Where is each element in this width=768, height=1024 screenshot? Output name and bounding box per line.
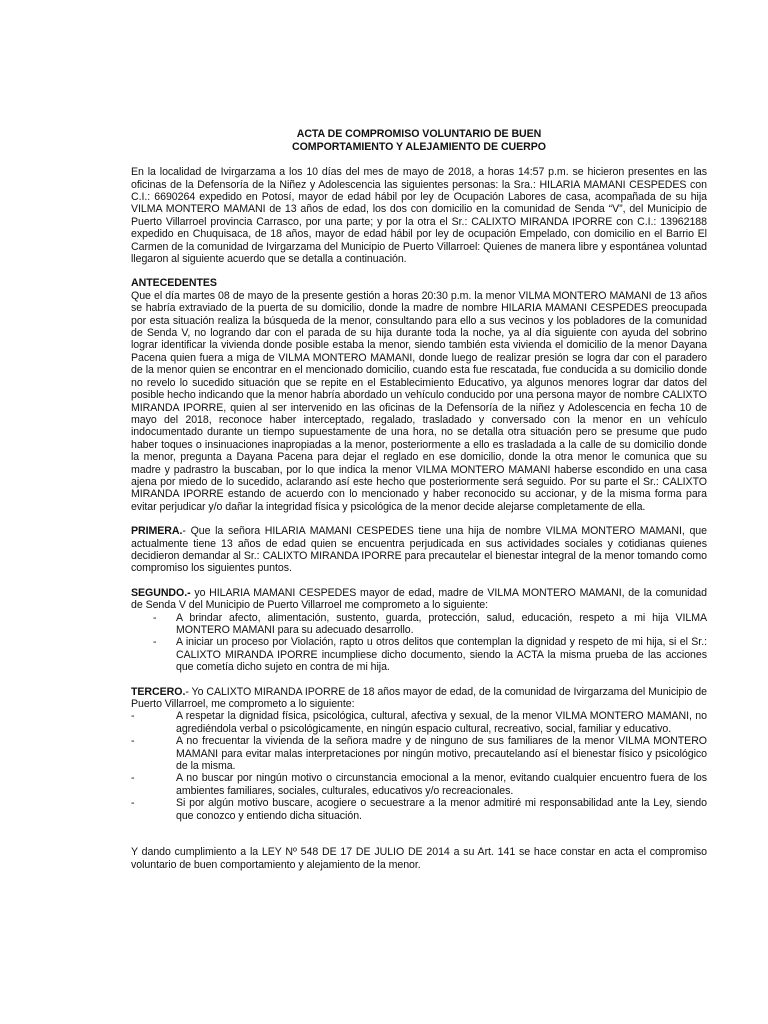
antecedentes-body: Que el día martes 08 de mayo de la presente gestión a horas 20:30 p.m. la menor VILMA MONTERO MAMANI de 13 años se habría extraviado de la puerta de su domicilio, donde la madre de nombre HILARIA MAMANI CESPEDES preocupada por esta situación realiza la búsqueda de la menor, consultando para ello a sus vecinos y los pobladores de la comunidad de Senda V, no logrando dar con el parada de su hija durante toda la noche, ya al día siguiente con ayuda del sobrino lograr identificar la vivienda donde posible estaba la menor, siendo también esta vivienda el domicilio de la menor Dayana Pacena quien fuera a miga de VILMA MONTERO MAMANI, donde luego de realizar presión se logra dar con el paradero de la menor quien se encontrar en el mencionado domicilio, cuando esta fue rescatada, fue conducida a su domicilio donde no revelo lo sucedido situación que se repite en el Establecimiento Educativo, ya algunos menores lograr dar datos del posible hecho indicando que la menor habría abordado un vehículo conducido por una persona mayor de nombre CALIXTO MIRANDA IPORRE, quien al ser intervenido en las oficinas de la Defensoría de la niñez y Adolescencia en fecha 10 de mayo del 2018, reconoce haber interceptado, regalado, trasladado y conversado con la menor en un vehículo indocumentado durante un tiempo supuestamente de una hora, no se detalla otra situación pero se presume que pudo haber toques o insinuaciones inapropiadas a la menor, posteriormente a ello es trasladada a la calle de su domicilio donde la menor, pregunta a Dayana Pacena para dejar el reglado en ese domicilio, donde la otra menor le comunica que su madre y padrastro la buscaban, por lo que indica la menor VILMA MONTERO MAMANI haberse escondido en una casa ajena por miedo de lo sucedido, aclarando así este hecho que posteriormente será seguido. Por su parte el Sr.: CALIXTO MIRANDA IPORRE estando de acuerdo con lo mencionado y haber reconocido su accionar, y de la misma forma para evitar perjudicar y/o dañar la integridad física y psicológica de la menor decide alejarse completamente de ella. bbox=[131, 289, 707, 513]
antecedentes-heading: ANTECEDENTES bbox=[131, 277, 217, 290]
tercero-list bbox=[131, 710, 707, 822]
segundo-list bbox=[131, 612, 707, 674]
list-item bbox=[131, 636, 707, 673]
title-line-1: ACTA DE COMPROMISO VOLUNTARIO DE BUEN bbox=[296, 128, 542, 140]
list-dash: - bbox=[153, 611, 157, 624]
list-dash: - bbox=[131, 710, 135, 723]
segundo-clause bbox=[131, 587, 707, 674]
antecedentes-section bbox=[131, 277, 707, 513]
list-item bbox=[131, 772, 707, 797]
tercero-clause bbox=[131, 686, 707, 822]
list-dash: - bbox=[131, 772, 135, 785]
document-title bbox=[131, 128, 707, 153]
document-body bbox=[131, 128, 707, 871]
primera-label: PRIMERA. bbox=[131, 525, 183, 538]
segundo-text: yo HILARIA MAMANI CESPEDES mayor de edad, madre de VILMA MONTERO MAMANI, de la comunidad de Senda V del Municipio de Puerto Villarroel me comprometo a lo siguiente: bbox=[131, 586, 707, 612]
list-dash: - bbox=[131, 797, 135, 810]
primera-clause bbox=[131, 525, 707, 575]
list-item-text: A no buscar por ningún motivo o circunstancia emocional a la menor, evitando cualquier encuentro fuera de los ambientes familiares, sociales, culturales, educativos y/o recreacionales. bbox=[176, 772, 707, 797]
list-item bbox=[131, 735, 707, 772]
list-item bbox=[131, 612, 707, 637]
list-item bbox=[131, 710, 707, 735]
segundo-label: SEGUNDO.- bbox=[131, 586, 191, 599]
list-item-text: A iniciar un proceso por Violación, rapto u otros delitos que contemplan la dignidad y respeto de mi hija, si el Sr.: CALIXTO MIRANDA IPORRE incumpliese dicho documento, siendo la ACTA la misma prueba de las acciones que cometía dicho sujeto en contra de mi hija. bbox=[176, 636, 707, 674]
tercero-label: TERCERO. bbox=[131, 685, 186, 698]
list-dash: - bbox=[153, 636, 157, 649]
closing-paragraph: Y dando cumplimiento a la LEY Nº 548 DE 17 DE JULIO DE 2014 a su Art. 141 se hace constar en acta el compromiso voluntario de buen comportamiento y alejamiento de la menor. bbox=[131, 846, 707, 871]
list-item-text: A no frecuentar la vivienda de la señora madre y de ninguno de sus familiares de la menor VILMA MONTERO MAMANI para evitar malas interpretaciones por ningún motivo, precautelando así el bienestar físico y psicológico de la misma. bbox=[176, 735, 707, 773]
list-item-text: A respetar la dignidad física, psicológica, cultural, afectiva y sexual, de la menor VILMA MONTERO MAMANI, no agrediéndola verbal o psicológicamente, en ningún espacio cultural, recreativo, social, familiar y educativo. bbox=[176, 710, 707, 735]
intro-paragraph: En la localidad de Ivirgarzama a los 10 días del mes de mayo de 2018, a horas 14:57 p.m. se hicieron presentes en las oficinas de la Defensoría de la Niñez y Adolescencia las siguientes personas: la Sra.: HILARIA MAMANI CESPEDES con C.I.: 6690264 expedido en Potosí, mayor de edad hábil por ley de Ocupación Labores de casa, acompañada de su hija VILMA MONTERO MAMANI de 13 años de edad, los dos con domicilio en la comunidad de Senda “V”, del Municipio de Puerto Villarroel provincia Carrasco, por una parte; y por la otra el Sr.: CALIXTO MIRANDA IPORRE con C.I.: 13962188 expedido en Chuquisaca, de 18 años, mayor de edad hábil por ley de ocupación Empelado, con domicilio en el Barrio El Carmen de la comunidad de Ivirgarzama del Municipio de Puerto Villarroel: Quienes de manera libre y espontánea voluntad llegaron al siguiente acuerdo que se detalla a continuación. bbox=[131, 166, 707, 266]
list-item-text: Si por algún motivo buscare, acogiere o secuestrare a la menor admitiré mi responsabilidad ante la Ley, siendo que conozco y entiendo dicha situación. bbox=[176, 797, 707, 822]
title-line-2: COMPORTAMIENTO Y ALEJAMIENTO DE CUERPO bbox=[292, 140, 546, 153]
primera-text: - Que la señora HILARIA MAMANI CESPEDES tiene una hija de nombre VILMA MONTERO MAMANI, que actualmente tiene 13 años de edad quien se encuentra perjudicada en sus actividades sociales y cotidianas quienes decidieron demandar al Sr.: CALIXTO MIRANDA IPORRE para precautelar el bienestar integral de la menor tomando como compromiso los siguientes puntos. bbox=[131, 525, 707, 575]
list-dash: - bbox=[131, 735, 135, 748]
tercero-text: - Yo CALIXTO MIRANDA IPORRE de 18 años mayor de edad, de la comunidad de Ivirgarzama del Municipio de Puerto Villarroel, me comprometo a lo siguiente: bbox=[131, 685, 707, 711]
list-item bbox=[131, 797, 707, 822]
list-item-text: A brindar afecto, alimentación, sustento, guarda, protección, salud, educación, respeto a mi hija VILMA MONTERO MAMANI para su adecuado desarrollo. bbox=[176, 611, 707, 636]
